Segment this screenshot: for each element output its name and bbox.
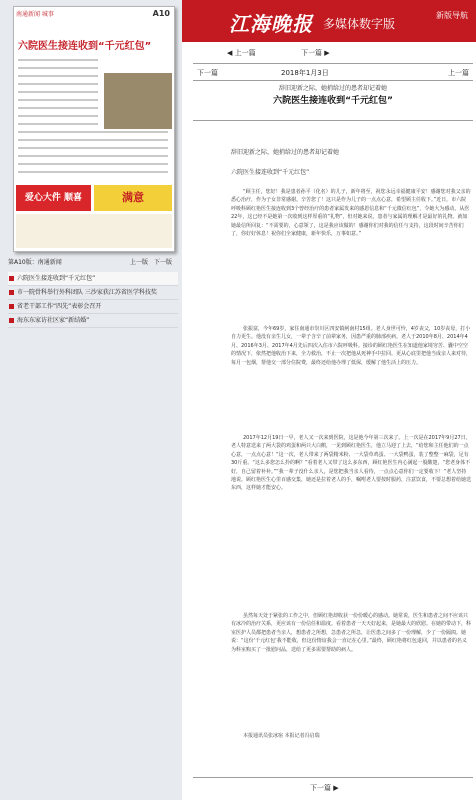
page-bar bbox=[8, 257, 178, 269]
info-next-link[interactable]: 下一篇 bbox=[197, 69, 218, 77]
article-paragraph: 2017年12月19日一早，老人又一次来到医院，这是他今年第三次来了。上一次是在2017年9月27日，老人特意送来了两大袋的鸡蛋和两只大白鹅，一见到顾红艳医生，他立马迎了上去，“给您和主任他们的一点心意，一点点心意！”这一次，老人带来了两袋精米粉、一大袋草鸡蛋、一大袋鸭蛋，装了整整一麻袋，足有30斤重。“这么多您怎么拎的啊？”看着老人又带了这么多东西，顾红艳医生内心满起一股酸楚，“您老身体不好，自己留着补补。”“我一辈子没什么亲人，是您把我当亲人看待，一点点心意你们一定要收下！”老人坚持地说。顾红艳医生心里百感交集，她还是拉着老人的手，嘱咐老人要按时服药，注意饮食，不要总想着给她送东西，这样她才能安心。 bbox=[231, 435, 472, 492]
article-list-label: 市一院骨科举行外科团队 三沙家获江苏省医学科技奖 bbox=[17, 289, 157, 296]
article-list-label: 海东东家访社区家“新结婚” bbox=[17, 317, 90, 324]
thumbnail-columns bbox=[18, 53, 168, 183]
divider bbox=[193, 777, 473, 778]
article-list-item[interactable] bbox=[8, 314, 178, 328]
article-info-bar bbox=[193, 66, 473, 79]
divider bbox=[193, 63, 473, 64]
bottom-next-article-link[interactable]: 下一篇 ▶ bbox=[310, 784, 339, 792]
navigation-link[interactable]: 新版导航 bbox=[436, 11, 468, 20]
thumbnail-section-label: 南通新闻 城事 bbox=[16, 11, 54, 18]
bullet-icon bbox=[9, 318, 14, 323]
prev-page-link[interactable]: 上一版 bbox=[130, 259, 149, 266]
prev-article-label: 上一篇 bbox=[234, 49, 256, 57]
article-list-item[interactable] bbox=[8, 300, 178, 314]
site-tagline: 多媒体数字版 bbox=[323, 17, 396, 31]
divider bbox=[193, 80, 473, 81]
article-panel bbox=[193, 48, 473, 800]
article-subtitle: 辞旧迎新之际，她捎给过的患者却记着她 bbox=[278, 85, 387, 92]
thumbnail-ad-right[interactable]: 满意 bbox=[94, 185, 172, 211]
article-lead-subtitle: 辞旧迎新之际，她捎给过的患者却记着她 bbox=[231, 149, 340, 156]
prev-article-link[interactable]: ◀ 上一篇 bbox=[227, 49, 256, 57]
article-list-label: 省老干部工作“四先”表彰会召开 bbox=[17, 303, 102, 310]
article-list bbox=[8, 272, 178, 328]
article-date: 2018年1月3日 bbox=[281, 69, 329, 77]
bullet-icon bbox=[9, 290, 14, 295]
info-prev-link[interactable]: 上一篇 bbox=[448, 69, 469, 77]
article-paragraph: 张振富，今年69岁，家住南通市崇川区四安镇闸南村15组。老人身世可怜，4岁丧父，10岁丧母，打小自力更生。他没有亲生儿女，一辈子含辛了前辈家务，因患严重的肺部疾病。老人于2010年8月、2014年4月、2016年3月、2017年4月先后四次入住市六院呼吸科。接诊的顾红艳医生在知道他家境穷苦、囊中空空的情况下，依然把他收治下来，全力救治，不止一次把他从死神手中拉回。更从心底里把他当成亲人来对待，每月一包烟，帮他交一部分住院费，最终还给他办理了低保，缓解了他生活上的压力。 bbox=[231, 326, 472, 366]
article-paragraph: 虽然每天处于紧张的工作之中，但顾红艳却收获一份份暖心的感动。她常说，医生和患者之间不应该只有冰冷的治疗关系，更应该有一份信任和温度。看着患者一天天好起来，是她最大的欣慰。在她的带动下，科室医护人员都把患者当亲人，想患者之所想，急患者之所急，让医患之间多了一份理解，少了一份隔阂。她说：“这份‘千元红包’我不能收，但这份情谊我会一直记在心里。”最终，顾红艳将红包退回，并以患者的名义为科室购买了一批慰问品，送给了更多需要帮助的病人。 bbox=[231, 613, 472, 653]
thumbnail-ad-left[interactable]: 爱心大件 顺喜 bbox=[16, 185, 91, 211]
article-list-item[interactable] bbox=[8, 286, 178, 300]
page-name: 第A10版：南通新闻 bbox=[8, 259, 62, 266]
article-paragraph: “顾主任，您好！我是患者孙平（化名）的儿子，新年将至，祝您永远幸福健康平安！感谢您对我父亲的悉心治疗，作为子女非常感谢。辛苦您了！这只是作为儿子的一点点心意，希望顾主任收下。”近日，市六院呼吸科顾红艳医生接连收到3个曾经治疗的患者家属发来的感恩信息和“千元微信红包”，令她大为感动。从医22年，这已经不是她第一次收到这样厚重的“礼物”，但对她来说，患者与家属的理解才是最好的礼物。就如她最信所回复：“不需要的，心意领了，这是我应该做的！感谢你们对我的信任与支持，这段时间辛苦你们了，你好好休息！祝你们全家健康，新年快乐，万事如意。” bbox=[231, 189, 471, 238]
next-article-link[interactable]: 下一篇 ▶ bbox=[301, 49, 330, 57]
article-header bbox=[193, 83, 473, 109]
next-article-label: 下一篇 bbox=[301, 49, 322, 57]
bottom-next-label: 下一篇 bbox=[310, 784, 331, 792]
left-panel bbox=[0, 0, 182, 800]
article-list-item[interactable] bbox=[8, 272, 178, 286]
article-bottom-nav bbox=[193, 781, 473, 795]
article-top-nav bbox=[193, 48, 473, 60]
bullet-icon bbox=[9, 276, 14, 281]
article-list-label: 六院医生接连收到“千元红包” bbox=[17, 275, 96, 282]
page-thumbnail[interactable] bbox=[13, 6, 175, 252]
thumbnail-page-number: A10 bbox=[152, 9, 170, 18]
bullet-icon bbox=[9, 304, 14, 309]
article-lead-title: 六院医生接连收到“千元红包” bbox=[231, 169, 310, 176]
divider bbox=[193, 120, 473, 121]
site-logo[interactable]: 江海晚报 bbox=[229, 12, 313, 36]
article-title: 六院医生接连收到“千元红包” bbox=[273, 96, 393, 106]
thumbnail-header bbox=[16, 9, 172, 19]
article-byline: 本报通讯员张冰宿 本报记者冯启瑞 bbox=[243, 733, 320, 739]
next-page-link[interactable]: 下一版 bbox=[154, 259, 173, 266]
thumbnail-headline[interactable]: 六院医生接连收到“千元红包” bbox=[18, 41, 152, 52]
thumbnail-photo bbox=[104, 73, 172, 129]
thumbnail-ad-bottom[interactable] bbox=[16, 214, 172, 248]
